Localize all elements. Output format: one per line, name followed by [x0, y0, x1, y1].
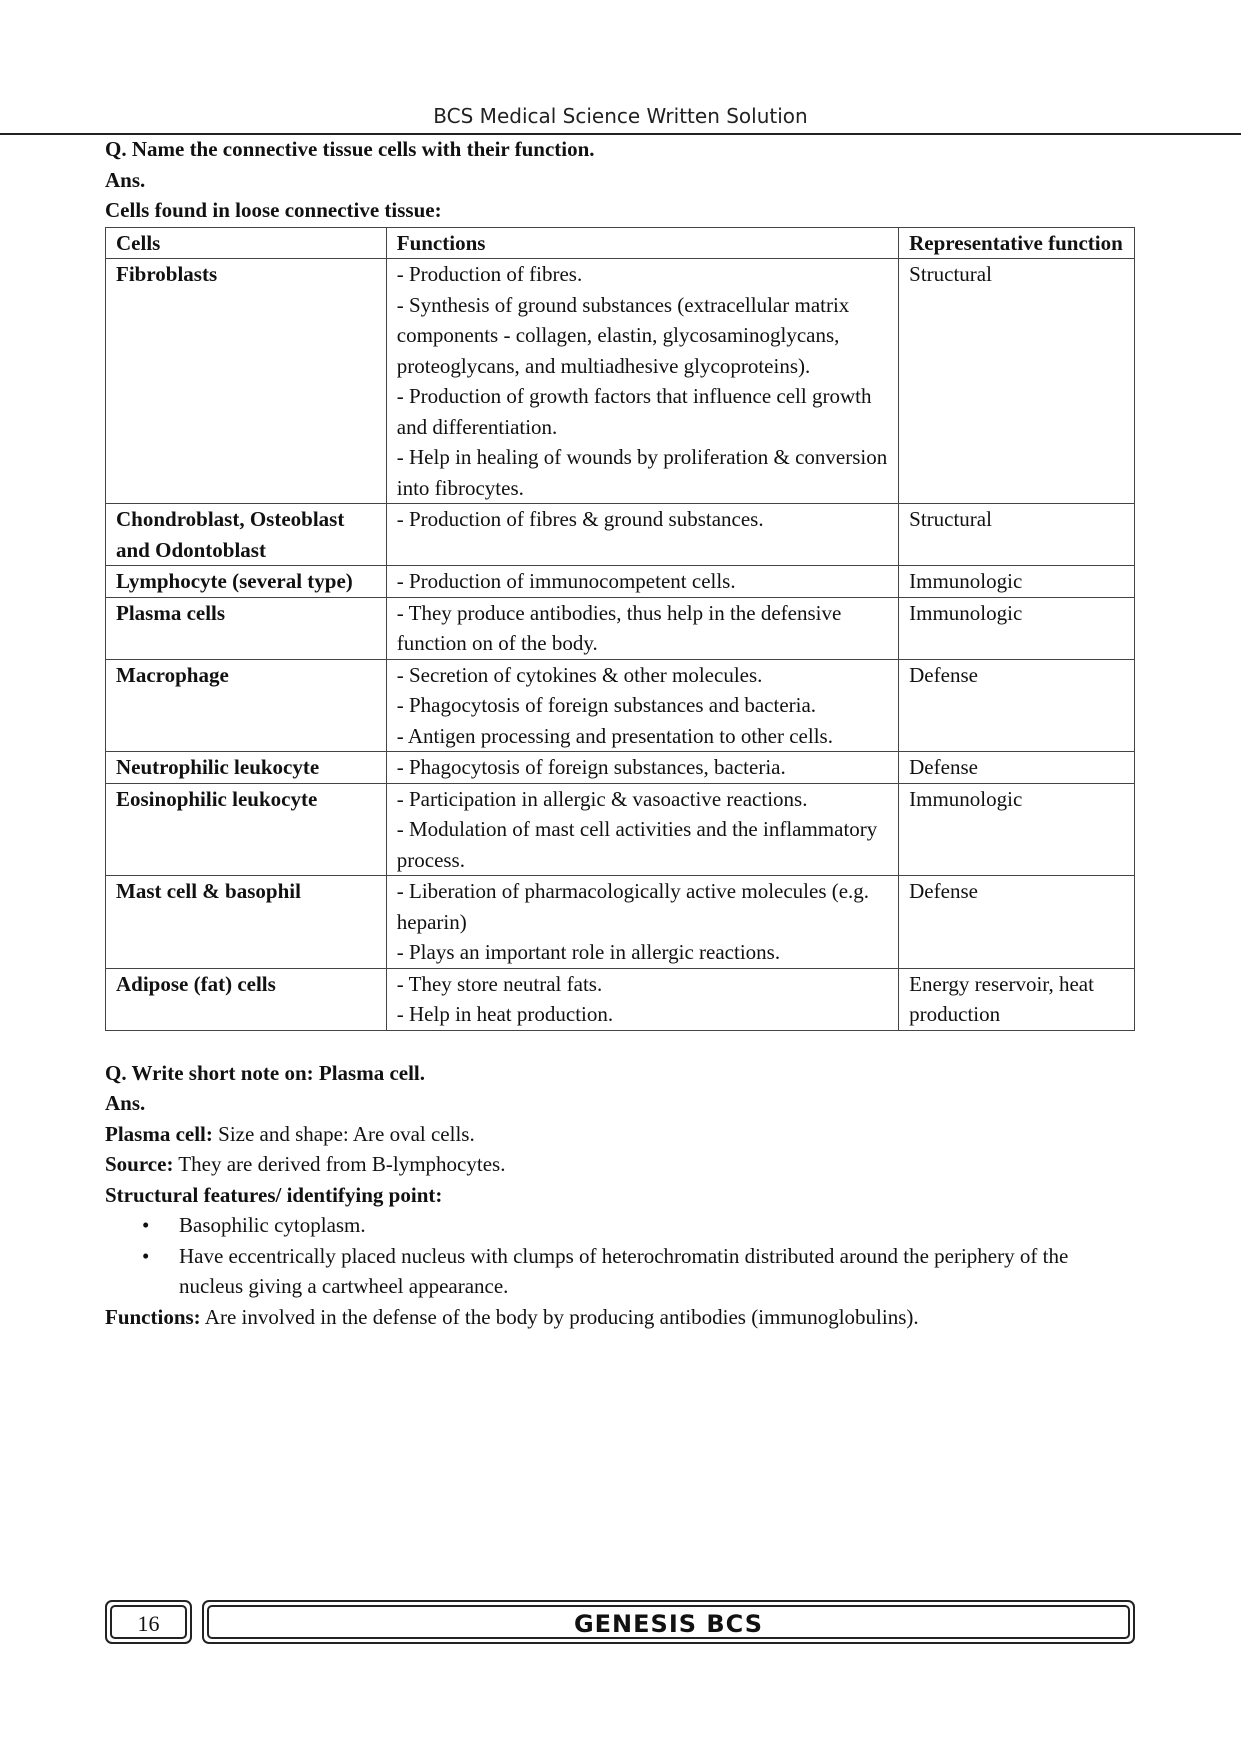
functions-label: Functions: [105, 1304, 201, 1329]
representative-function: Defense [899, 659, 1135, 752]
function-item: - Help in healing of wounds by proliferation & conversion into fibrocytes. [396, 445, 888, 500]
function-item: - Production of fibres & ground substances. [396, 507, 764, 531]
cell-type-name: Adipose (fat) cells [106, 968, 387, 1030]
function-item: - Synthesis of ground substances (extracellular matrix components - collagen, elastin, glycosaminoglycans, proteoglycans, and multiadhesive glycoproteins). [396, 292, 850, 378]
representative-function: Energy reservoir, heat production [899, 968, 1135, 1030]
function-item: - Antigen processing and presentation to other cells. [396, 723, 833, 748]
cell-type-name: Fibroblasts [106, 259, 387, 504]
function-item: - Phagocytosis of foreign substances and bacteria. [396, 693, 817, 717]
question-1: Q. Name the connective tissue cells with their function. [105, 137, 595, 161]
function-item: - Modulation of mast cell activities and the inflammatory process. [396, 817, 878, 872]
column-header-functions: Functions [386, 227, 898, 259]
functions-text: Are involved in the defense of the body by producing antibodies (immunoglobulins). [200, 1304, 919, 1329]
table-row [106, 783, 1135, 876]
table-row [106, 659, 1135, 752]
representative-function: Defense [899, 752, 1135, 784]
function-item: - Production of immunocompetent cells. [396, 569, 736, 593]
cell-functions [386, 659, 898, 752]
function-item: - They produce antibodies, thus help in the defensive function on of the body. [396, 600, 842, 655]
table-row [106, 566, 1135, 598]
page-number: 16 [110, 1605, 187, 1639]
list-item: • Basophilic cytoplasm. [179, 1210, 1135, 1241]
table-caption: Cells found in loose connective tissue: [105, 198, 442, 222]
source-text: They are derived from B-lymphocytes. [173, 1152, 506, 1176]
cell-type-name: Lymphocyte (several type) [106, 566, 387, 598]
cell-type-name: Chondroblast, Osteoblast and Odontoblast [106, 504, 387, 566]
cell-type-name: Eosinophilic leukocyte [106, 783, 387, 876]
cell-type-name: Neutrophilic leukocyte [106, 752, 387, 784]
column-header-representative: Representative function [899, 227, 1135, 259]
structural-features-list [105, 1210, 1135, 1302]
function-item: - Production of fibres. [396, 262, 583, 286]
cell-functions [386, 597, 898, 659]
running-header: BCS Medical Science Written Solution [433, 104, 808, 128]
cell-functions [386, 876, 898, 969]
representative-function: Defense [899, 876, 1135, 969]
source-line [105, 1149, 1135, 1180]
function-item: - Secretion of cytokines & other molecules. [396, 662, 763, 687]
question-2-section [105, 1058, 1135, 1333]
cell-functions [386, 504, 898, 566]
function-item: - Liberation of pharmacologically active molecules (e.g. heparin) [396, 879, 870, 934]
cell-functions [386, 752, 898, 784]
cell-functions [386, 259, 898, 504]
source-label: Source: [105, 1152, 174, 1176]
function-item: - Help in heat production. [396, 1002, 614, 1026]
functions-line [105, 1302, 1135, 1333]
function-item: - Participation in allergic & vasoactive reactions. [396, 786, 808, 811]
table-row [106, 504, 1135, 566]
table-row [106, 597, 1135, 659]
function-item: - Production of growth factors that influence cell growth and differentiation. [396, 384, 872, 439]
table-row [106, 876, 1135, 969]
brand-box [202, 1600, 1135, 1644]
function-item: - Phagocytosis of foreign substances, bacteria. [396, 755, 786, 779]
representative-function: Immunologic [899, 783, 1135, 876]
answer-label-2: Ans. [105, 1091, 146, 1115]
representative-function: Immunologic [899, 566, 1135, 598]
page-number-box [105, 1600, 192, 1644]
page-content [105, 134, 1135, 1332]
brand-name: GENESIS BCS [207, 1605, 1130, 1639]
plasma-cell-label: Plasma cell: [105, 1121, 213, 1146]
list-item: • Have eccentrically placed nucleus with clumps of heterochromatin distributed around the periphery of the nucleus giving a cartwheel appearance. [179, 1241, 1135, 1302]
cell-type-name: Mast cell & basophil [106, 876, 387, 969]
function-item: - They store neutral fats. [396, 971, 603, 996]
answer-label-1: Ans. [105, 167, 146, 192]
table-header-row [106, 227, 1135, 259]
cell-type-name: Plasma cells [106, 597, 387, 659]
plasma-cell-text: Size and shape: Are oval cells. [212, 1121, 475, 1146]
cell-functions [386, 566, 898, 598]
table-row [106, 259, 1135, 504]
connective-tissue-cells-table [105, 227, 1135, 1031]
cell-functions [386, 783, 898, 876]
representative-function: Structural [899, 259, 1135, 504]
plasma-cell-line [105, 1119, 1135, 1150]
function-item: - Plays an important role in allergic reactions. [396, 940, 781, 964]
table-row [106, 968, 1135, 1030]
representative-function: Structural [899, 504, 1135, 566]
table-row [106, 752, 1135, 784]
cell-functions [386, 968, 898, 1030]
question-2: Q. Write short note on: Plasma cell. [105, 1060, 426, 1085]
representative-function: Immunologic [899, 597, 1135, 659]
structural-features-label: Structural features/ identifying point: [105, 1182, 443, 1207]
table-body [106, 259, 1135, 1031]
cell-type-name: Macrophage [106, 659, 387, 752]
column-header-cells: Cells [106, 227, 387, 259]
